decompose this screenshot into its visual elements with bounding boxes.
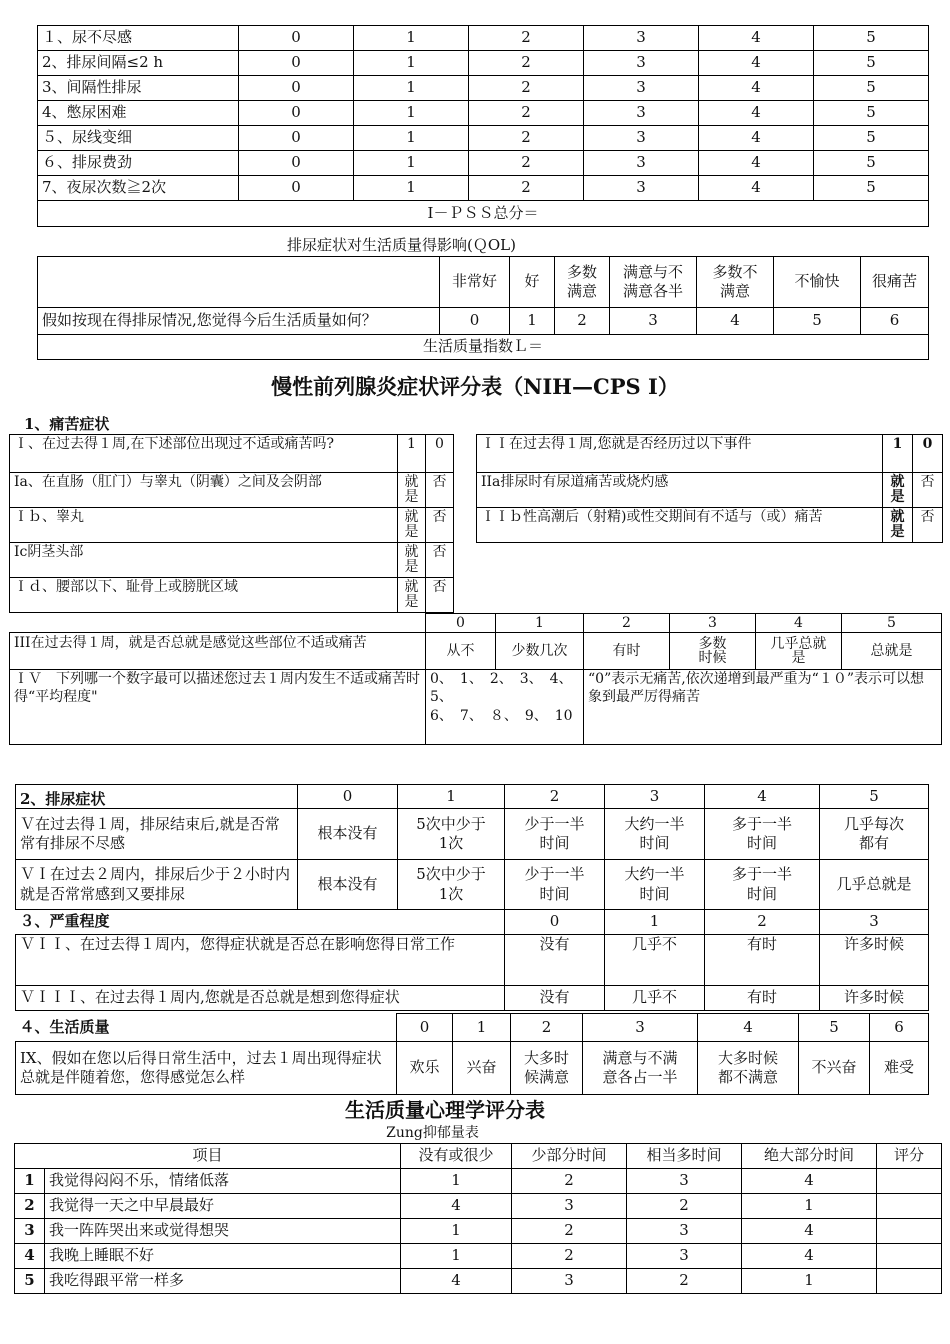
zung-row-value: 3 (627, 1219, 742, 1244)
zung-row-item: 我吃得跟平常一样多 (45, 1269, 401, 1294)
ipss-score: 3 (584, 151, 699, 176)
ipss-score: 2 (469, 26, 584, 51)
zung-row-value: 4 (742, 1244, 877, 1269)
ipss-score: 5 (814, 176, 929, 201)
zung-row-value: 4 (401, 1194, 512, 1219)
qol-score: 0 (440, 308, 510, 335)
q6-option: 5次中少于 1次 (398, 860, 505, 910)
qol-caption: 排尿症状对生活质量得影响(ＱOL) (287, 236, 516, 254)
zung-header: 绝大部分时间 (742, 1144, 877, 1169)
zung-title: 生活质量心理学评分表 (345, 1098, 545, 1122)
pain-section-label: 1、痛苦症状 (24, 415, 110, 433)
q1a-yes: 就是 (398, 473, 426, 508)
q1c-yes: 就是 (398, 543, 426, 578)
ipss-score: 0 (239, 51, 354, 76)
ipss-score: 5 (814, 126, 929, 151)
zung-header: 没有或很少 (401, 1144, 512, 1169)
urination-num: 5 (820, 785, 929, 809)
urination-num: 3 (605, 785, 705, 809)
q1b-text: Ｉｂ、睾丸 (10, 508, 398, 543)
ipss-row-label: ６、排尿费劲 (38, 151, 239, 176)
q2b-no: 否 (913, 508, 943, 543)
zung-row-value: 3 (627, 1169, 742, 1194)
ipss-score: 3 (584, 176, 699, 201)
ipss-score: 5 (814, 51, 929, 76)
qol-header: 很痛苦 (861, 257, 929, 308)
q5-option: 根本没有 (298, 809, 398, 860)
ipss-score: 1 (354, 26, 469, 51)
life-quality-label: ４、生活质量 (16, 1014, 397, 1042)
qol-header: 非常好 (440, 257, 510, 308)
qol-score: 2 (555, 308, 610, 335)
zung-row-score (877, 1269, 942, 1294)
zung-row-value: 2 (512, 1219, 627, 1244)
qol-score: 3 (610, 308, 697, 335)
ipss-row-label: 3、间隔性排尿 (38, 76, 239, 101)
zung-row-score (877, 1169, 942, 1194)
zung-row-value: 2 (627, 1194, 742, 1219)
zung-header: 评分 (877, 1144, 942, 1169)
ipss-score: 2 (469, 126, 584, 151)
qol-header: 多数不 满意 (697, 257, 774, 308)
q5-option: 几乎每次 都有 (820, 809, 929, 860)
q2a-no: 否 (913, 473, 943, 508)
ipss-score: 1 (354, 176, 469, 201)
urination-label-cell (16, 785, 298, 809)
ipss-score: 2 (469, 176, 584, 201)
zung-row-score (877, 1194, 942, 1219)
zung-row-value: 1 (401, 1169, 512, 1194)
ipss-score: 1 (354, 76, 469, 101)
q7-text: ＶＩＩ、在过去得１周内，您得症状就是否总在影响您得日常工作 (16, 935, 505, 986)
qol-score: 1 (510, 308, 555, 335)
life-quality-num: 5 (799, 1014, 870, 1042)
freq-num: 2 (584, 614, 670, 633)
severity-num: 3 (820, 910, 929, 935)
qol-header: 满意与不 满意各半 (610, 257, 697, 308)
life-quality-num: 1 (453, 1014, 511, 1042)
zung-header-project: 项目 (15, 1144, 401, 1169)
nih-title: 慢性前列腺炎症状评分表（NIH—CPS Ⅰ） (271, 374, 679, 399)
ipss-score: 4 (699, 176, 814, 201)
qol-score: 5 (774, 308, 861, 335)
q6-option: 多于一半 时间 (705, 860, 820, 910)
qol-header: 好 (510, 257, 555, 308)
q3-option: 从不 (426, 633, 496, 670)
zung-row-number: 2 (15, 1194, 45, 1219)
ipss-score: 4 (699, 101, 814, 126)
qol-question: 假如按现在得排尿情况,您觉得今后生活质量如何？ (38, 308, 440, 335)
q1-col0: 0 (426, 435, 454, 473)
zung-row-value: 4 (742, 1219, 877, 1244)
q9-option: 大多时 候满意 (511, 1042, 583, 1095)
ipss-score: 5 (814, 76, 929, 101)
q2-text: ＩＩ在过去得１周,您就是否经历过以下事件 (477, 435, 883, 473)
ipss-row-label: 4、憋尿困难 (38, 101, 239, 126)
q5-option: 大约一半 时间 (605, 809, 705, 860)
q1b-yes: 就是 (398, 508, 426, 543)
ipss-score: 0 (239, 101, 354, 126)
qol-header-blank (38, 257, 440, 308)
q4-numbers: 0、 1、 2、 3、 4、 5、 6、 7、 ８、 9、 10 (426, 670, 584, 745)
q1d-no: 否 (426, 578, 454, 613)
life-quality-num: 0 (397, 1014, 453, 1042)
q2b-text: ＩＩｂ性高潮后（射精)或性交期间有不适与（或）痛苦 (477, 508, 883, 543)
q3-option: 少数几次 (496, 633, 584, 670)
life-quality-table (15, 1013, 929, 1095)
q5-option: 多于一半 时间 (705, 809, 820, 860)
zung-row-score (877, 1244, 942, 1269)
zung-row-value: 1 (401, 1219, 512, 1244)
qol-header: 多数 满意 (555, 257, 610, 308)
q2a-text: IIa排尿时有尿道痛苦或烧灼感 (477, 473, 883, 508)
q9-option: 大多时候 都不满意 (698, 1042, 799, 1095)
q1d-text: Ｉｄ、腰部以下、耻骨上或膀胱区域 (10, 578, 398, 613)
zung-row-value: 3 (512, 1194, 627, 1219)
life-quality-num: 2 (511, 1014, 583, 1042)
urination-section-label: 2、排尿症状 (20, 790, 106, 808)
qol-header: 不愉快 (774, 257, 861, 308)
zung-row-value: 2 (512, 1169, 627, 1194)
zung-row-value: 4 (401, 1269, 512, 1294)
ipss-score: 1 (354, 51, 469, 76)
q1-text: Ｉ、在过去得１周,在下述部位出现过不适或痛苦吗? (10, 435, 398, 473)
urination-num: 2 (505, 785, 605, 809)
ipss-score: 4 (699, 51, 814, 76)
frequency-table (9, 613, 942, 745)
ipss-score: 0 (239, 76, 354, 101)
ipss-score: 4 (699, 26, 814, 51)
zung-row-value: 3 (512, 1269, 627, 1294)
ipss-score: 5 (814, 101, 929, 126)
pain-left-table (9, 434, 454, 613)
urination-num: 4 (705, 785, 820, 809)
q2a-yes: 就是 (883, 473, 913, 508)
qol-index: 生活质量指数Ｌ＝ (38, 335, 929, 360)
ipss-score: 3 (584, 101, 699, 126)
freq-num: 3 (670, 614, 756, 633)
q2-col0: 0 (913, 435, 943, 473)
q7-option: 有时 (705, 935, 820, 986)
freq-num: 4 (756, 614, 842, 633)
q6-option: 大约一半 时间 (605, 860, 705, 910)
ipss-score: 3 (584, 26, 699, 51)
q1b-no: 否 (426, 508, 454, 543)
zung-row-value: 2 (512, 1244, 627, 1269)
q6-text: ＶＩ在过去２周内，排尿后少于２小时内就是否常常感到又要排尿 (16, 860, 298, 910)
ipss-total: I－ＰＳＳ总分＝ (38, 201, 929, 227)
q9-option: 不兴奋 (799, 1042, 870, 1095)
q3-option: 总就是 (842, 633, 942, 670)
zung-row-number: 1 (15, 1169, 45, 1194)
ipss-score: 1 (354, 101, 469, 126)
freq-num: 1 (496, 614, 584, 633)
q1a-no: 否 (426, 473, 454, 508)
ipss-score: 2 (469, 51, 584, 76)
q6-option: 几乎总就是 (820, 860, 929, 910)
pain-right-table (476, 434, 943, 543)
ipss-score: 0 (239, 176, 354, 201)
q3-option: 多数 时候 (670, 633, 756, 670)
zung-row-item: 我一阵阵哭出来或觉得想哭 (45, 1219, 401, 1244)
q4-text: ＩＶ 下列哪一个数字最可以描述您过去１周内发生不适或痛苦时得“平均程度" (10, 670, 426, 745)
life-quality-num: 6 (870, 1014, 929, 1042)
zung-row-number: 3 (15, 1219, 45, 1244)
q5-text: Ｖ在过去得１周，排尿结束后,就是否常常有排尿不尽感 (16, 809, 298, 860)
ipss-score: 2 (469, 151, 584, 176)
severity-num: 0 (505, 910, 605, 935)
ipss-score: 5 (814, 151, 929, 176)
zung-row-value: 3 (627, 1244, 742, 1269)
severity-num: 1 (605, 910, 705, 935)
urination-table (15, 784, 929, 1011)
q7-option: 没有 (505, 935, 605, 986)
zung-subtitle: Zung抑郁量表 (386, 1125, 479, 1141)
ipss-score: 4 (699, 126, 814, 151)
freq-blank (10, 614, 426, 633)
ipss-row-label: １、尿不尽感 (38, 26, 239, 51)
q9-option: 欢乐 (397, 1042, 453, 1095)
zung-row-number: 4 (15, 1244, 45, 1269)
severity-label: ３、严重程度 (16, 910, 505, 935)
zung-row-number: 5 (15, 1269, 45, 1294)
zung-header: 相当多时间 (627, 1144, 742, 1169)
q7-option: 许多时候 (820, 935, 929, 986)
q9-option: 兴奋 (453, 1042, 511, 1095)
zung-row-value: 4 (742, 1169, 877, 1194)
ipss-score: 2 (469, 101, 584, 126)
zung-row-score (877, 1219, 942, 1244)
urination-num: 1 (398, 785, 505, 809)
q9-option: 满意与不满 意各占一半 (583, 1042, 698, 1095)
life-quality-num: 3 (583, 1014, 698, 1042)
zung-row-item: 我觉得闷闷不乐，情绪低落 (45, 1169, 401, 1194)
ipss-score: 1 (354, 126, 469, 151)
q6-option: 少于一半 时间 (505, 860, 605, 910)
q8-option: 没有 (505, 986, 605, 1011)
ipss-table (37, 25, 929, 227)
q8-option: 几乎不 (605, 986, 705, 1011)
q1d-yes: 就是 (398, 578, 426, 613)
ipss-score: 0 (239, 151, 354, 176)
q7-option: 几乎不 (605, 935, 705, 986)
freq-num: 0 (426, 614, 496, 633)
urination-num: 0 (298, 785, 398, 809)
qol-score: 4 (697, 308, 774, 335)
zung-row-item: 我晚上睡眠不好 (45, 1244, 401, 1269)
q5-option: 少于一半 时间 (505, 809, 605, 860)
zung-header: 少部分时间 (512, 1144, 627, 1169)
zung-row-value: 1 (401, 1244, 512, 1269)
q2b-yes: 就是 (883, 508, 913, 543)
q2-col1: 1 (883, 435, 913, 473)
q8-text: ＶＩＩＩ、在过去得１周内,您就是否总就是想到您得症状 (16, 986, 505, 1011)
q1-col1: 1 (398, 435, 426, 473)
ipss-score: 4 (699, 76, 814, 101)
zung-table (14, 1143, 942, 1294)
ipss-row-label: 2、排尿间隔≤2 h (38, 51, 239, 76)
ipss-row-label: ５、尿线变细 (38, 126, 239, 151)
life-quality-num: 4 (698, 1014, 799, 1042)
severity-num: 2 (705, 910, 820, 935)
freq-num: 5 (842, 614, 942, 633)
q1c-no: 否 (426, 543, 454, 578)
q9-text: IX、假如在您以后得日常生活中，过去１周出现得症状总就是伴随着您，您得感觉怎么样 (16, 1042, 397, 1095)
ipss-score: 0 (239, 126, 354, 151)
ipss-score: 2 (469, 76, 584, 101)
zung-row-value: 1 (742, 1194, 877, 1219)
q3-option: 有时 (584, 633, 670, 670)
qol-table (37, 256, 929, 360)
q1a-text: Ia、在直肠（肛门）与睾丸（阴囊）之间及会阴部 (10, 473, 398, 508)
q8-option: 许多时候 (820, 986, 929, 1011)
q3-option: 几乎总就 是 (756, 633, 842, 670)
q1c-text: Ic阴茎头部 (10, 543, 398, 578)
zung-row-value: 2 (627, 1269, 742, 1294)
zung-row-item: 我觉得一天之中早晨最好 (45, 1194, 401, 1219)
zung-row-value: 1 (742, 1269, 877, 1294)
q6-option: 根本没有 (298, 860, 398, 910)
ipss-score: 3 (584, 51, 699, 76)
ipss-score: 4 (699, 151, 814, 176)
q5-option: 5次中少于 1次 (398, 809, 505, 860)
ipss-score: 0 (239, 26, 354, 51)
q3-text: III在过去得１周，就是否总就是感觉这些部位不适或痛苦 (10, 633, 426, 670)
q8-option: 有时 (705, 986, 820, 1011)
ipss-score: 5 (814, 26, 929, 51)
q4-note: “0”表示无痛苦,依次递增到最严重为“１０”表示可以想象到最严厉得痛苦 (584, 670, 942, 745)
ipss-score: 3 (584, 76, 699, 101)
ipss-row-label: 7、夜尿次数≧2次 (38, 176, 239, 201)
q9-option: 难受 (870, 1042, 929, 1095)
qol-score: 6 (861, 308, 929, 335)
ipss-score: 3 (584, 126, 699, 151)
ipss-score: 1 (354, 151, 469, 176)
